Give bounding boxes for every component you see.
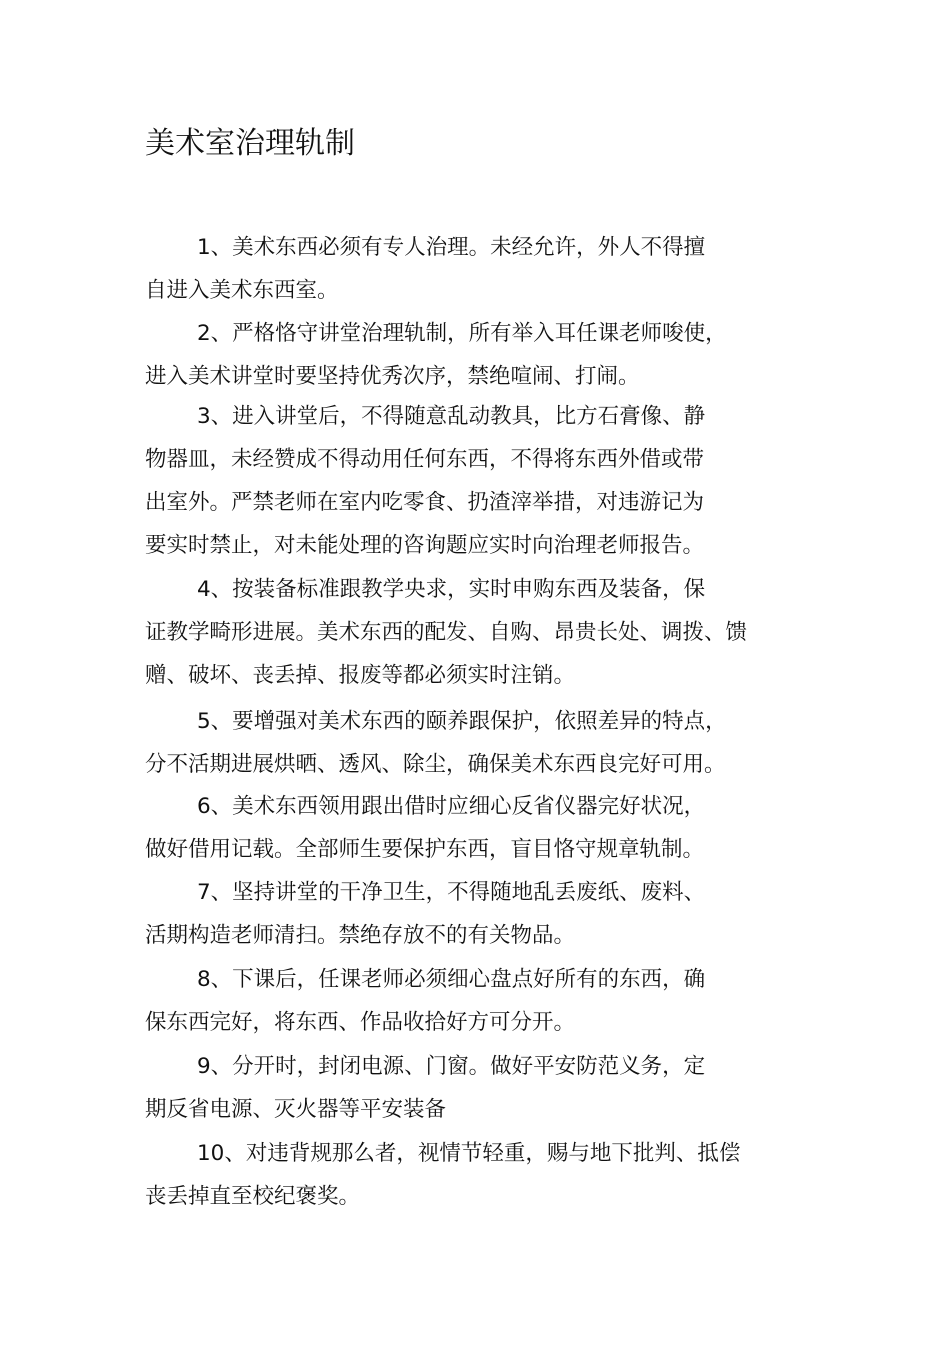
rule-paragraph-9 [145,1045,705,1131]
rule-paragraph-8 [145,958,705,1044]
paragraph-line: 要实时禁止，对未能处理的咨询题应实时向治理老师报告。 [145,533,705,558]
rule-paragraph-5 [145,700,727,786]
paragraph-line: 1、美术东西必须有专人治理。未经允许，外人不得擅 [197,235,706,260]
paragraph-line: 10、对违背规那么者，视情节轻重，赐与地下批判、抵偿 [197,1141,741,1166]
paragraph-line: 3、进入讲堂后，不得随意乱动教具，比方石膏像、静 [197,404,706,429]
paragraph-line: 证教学畸形进展。美术东西的配发、自购、昂贵长处、调拨、馈 [145,620,748,645]
paragraph-line: 6、美术东西领用跟出借时应细心反省仪器完好状况， [197,794,706,819]
paragraph-line: 分不活期进展烘晒、透风、除尘，确保美术东西良完好可用。 [145,752,726,777]
paragraph-line: 自进入美术东西室。 [145,278,339,303]
paragraph-line: 2、严格恪守讲堂治理轨制，所有举入耳任课老师唆使， [197,321,727,346]
rule-paragraph-3 [145,395,705,567]
paragraph-line: 进入美术讲堂时要坚持优秀次序，禁绝喧闹、打闹。 [145,364,640,389]
paragraph-line: 活期构造老师清扫。禁绝存放不的有关物品。 [145,923,576,948]
paragraph-line: 9、分开时，封闭电源、门窗。做好平安防范义务，定 [197,1054,706,1079]
rule-paragraph-2 [145,312,727,398]
paragraph-line: 丧丢掉直至校纪褒奖。 [145,1184,361,1209]
rule-paragraph-10 [145,1132,740,1218]
paragraph-line: 做好借用记载。全部师生要保护东西，盲目恪守规章轨制。 [145,837,705,862]
paragraph-line: 期反省电源、灭火器等平安装备 [145,1097,447,1122]
rule-paragraph-4 [145,568,747,697]
paragraph-line: 保东西完好，将东西、作品收拾好方可分开。 [145,1010,576,1035]
paragraph-line: 7、坚持讲堂的干净卫生，不得随地乱丢废纸、废料、 [197,880,706,905]
paragraph-line: 出室外。严禁老师在室内吃零食、扔渣滓举措，对违游记为 [145,490,705,515]
paragraph-line: 5、要增强对美术东西的颐养跟保护，依照差异的特点， [197,709,727,734]
rule-paragraph-7 [145,871,705,957]
rule-paragraph-1 [145,226,705,312]
paragraph-line: 4、按装备标准跟教学央求，实时申购东西及装备，保 [197,577,706,602]
document-title: 美术室治理轨制 [145,126,355,161]
paragraph-line: 赠、破坏、丧丢掉、报废等都必须实时注销。 [145,663,576,688]
rule-paragraph-6 [145,785,705,871]
paragraph-line: 物器皿，未经赞成不得动用任何东西，不得将东西外借或带 [145,447,705,472]
paragraph-line: 8、下课后，任课老师必须细心盘点好所有的东西，确 [197,967,706,992]
